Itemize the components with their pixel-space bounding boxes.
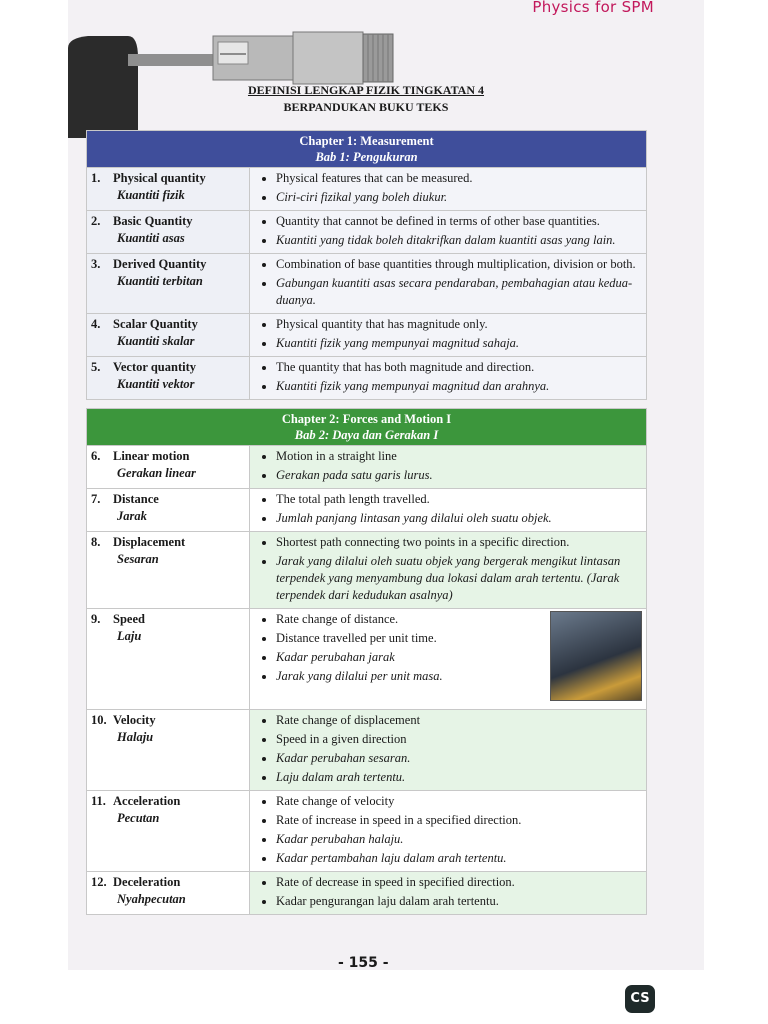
definition-item: • Physical features that can be measured.	[276, 170, 642, 187]
table-row	[87, 489, 647, 532]
term-number: 11.	[91, 794, 106, 808]
cyclist-photo	[550, 611, 642, 701]
term-cell	[87, 357, 250, 400]
term-english: Acceleration	[113, 794, 181, 808]
page-number: - 155 -	[338, 955, 389, 970]
term-cell	[87, 168, 250, 211]
term-english: Scalar Quantity	[113, 317, 198, 331]
table-row	[87, 791, 647, 872]
chapter1-table	[86, 130, 647, 400]
term-english: Velocity	[113, 713, 156, 727]
definition-list	[254, 316, 642, 352]
definition-item: • Rate of decrease in speed in specified direction.	[276, 874, 642, 891]
definition-cell	[250, 357, 647, 400]
term-number: 6.	[91, 449, 101, 463]
definition-item: • Kuantiti fizik yang mempunyai magnitud dan arahnya.	[276, 378, 642, 395]
term-english: Vector quantity	[113, 360, 196, 374]
term-malay: Kuantiti skalar	[117, 334, 195, 348]
chapter2-header	[87, 409, 647, 446]
table-row	[87, 609, 647, 710]
term-malay: Laju	[117, 629, 142, 643]
term-malay: Kuantiti fizik	[117, 188, 185, 202]
definition-item: • Combination of base quantities through multiplication, division or both.	[276, 256, 642, 273]
definition-cell	[250, 446, 647, 489]
chapter2-subtitle: Bab 2: Daya dan Gerakan I	[294, 428, 439, 442]
term-malay: Kuantiti vektor	[117, 377, 195, 391]
term-english: Basic Quantity	[113, 214, 193, 228]
definition-cell	[250, 168, 647, 211]
term-malay: Kuantiti terbitan	[117, 274, 203, 288]
table-row	[87, 254, 647, 314]
title-line-2: BERPANDUKAN BUKU TEKS	[283, 100, 449, 114]
term-english: Displacement	[113, 535, 186, 549]
definition-cell	[250, 710, 647, 791]
definition-list	[254, 793, 642, 867]
term-english: Distance	[113, 492, 159, 506]
term-cell	[87, 532, 250, 609]
term-cell	[87, 791, 250, 872]
definition-cell	[250, 254, 647, 314]
definition-cell	[250, 532, 647, 609]
table-row	[87, 872, 647, 915]
term-malay: Pecutan	[117, 811, 160, 825]
chapter1-subtitle: Bab 1: Pengukuran	[315, 150, 418, 164]
definition-item: • Rate change of velocity	[276, 793, 642, 810]
definition-list	[254, 170, 642, 206]
definition-item: • Shortest path connecting two points in a specific direction.	[276, 534, 642, 551]
definition-item: • Kadar perubahan halaju.	[276, 831, 642, 848]
term-number: 5.	[91, 360, 101, 374]
definition-cell	[250, 489, 647, 532]
term-number: 1.	[91, 171, 101, 185]
camscanner-logo: CS	[625, 985, 655, 1013]
title-line-1: DEFINISI LENGKAP FIZIK TINGKATAN 4	[247, 83, 485, 97]
definition-item: • Kuantiti yang tidak boleh ditakrifkan dalam kuantiti asas yang lain.	[276, 232, 642, 249]
term-malay: Jarak	[117, 509, 147, 523]
term-number: 4.	[91, 317, 101, 331]
chapter1-title: Chapter 1: Measurement	[299, 134, 434, 148]
definition-cell	[250, 314, 647, 357]
term-malay: Kuantiti asas	[117, 231, 185, 245]
term-cell	[87, 609, 250, 710]
term-number: 9.	[91, 612, 101, 626]
definition-item: • Rate change of distance.	[276, 611, 642, 628]
definition-list	[254, 491, 642, 527]
term-english: Derived Quantity	[113, 257, 207, 271]
definition-list	[254, 874, 642, 910]
term-number: 7.	[91, 492, 101, 506]
definition-item: • Kadar perubahan sesaran.	[276, 750, 642, 767]
definition-list	[254, 534, 642, 604]
definition-item: • Jarak yang dilalui oleh suatu objek yang bergerak mengikut lintasan terpendek yang menyambung dua lokasi dalam arah tertentu. (Jarak terpendek dari kedudukan asalnya)	[276, 553, 642, 604]
definition-item: • Quantity that cannot be defined in terms of other base quantities.	[276, 213, 642, 230]
definition-list	[254, 712, 642, 786]
definition-item: • Kadar perubahan jarak	[276, 649, 642, 666]
definition-item: • Rate of increase in speed in a specified direction.	[276, 812, 642, 829]
term-cell	[87, 446, 250, 489]
table-row	[87, 446, 647, 489]
definition-item: • Laju dalam arah tertentu.	[276, 769, 642, 786]
brand-title: Physics for SPM	[532, 0, 654, 16]
term-malay: Halaju	[117, 730, 154, 744]
table-row	[87, 710, 647, 791]
term-number: 2.	[91, 214, 101, 228]
definition-item: • Kuantiti fizik yang mempunyai magnitud sahaja.	[276, 335, 642, 352]
term-english: Deceleration	[113, 875, 181, 889]
definition-list	[254, 256, 642, 309]
definition-item: • The quantity that has both magnitude and direction.	[276, 359, 642, 376]
term-cell	[87, 489, 250, 532]
definition-item: • Physical quantity that has magnitude only.	[276, 316, 642, 333]
definition-item: • Gerakan pada satu garis lurus.	[276, 467, 642, 484]
term-number: 10.	[91, 713, 107, 727]
table-row	[87, 357, 647, 400]
definition-list	[254, 213, 642, 249]
table-row	[87, 532, 647, 609]
term-english: Speed	[113, 612, 145, 626]
term-cell	[87, 710, 250, 791]
definition-list	[254, 359, 642, 395]
definition-item: • The total path length travelled.	[276, 491, 642, 508]
definition-item: • Jumlah panjang lintasan yang dilalui oleh suatu objek.	[276, 510, 642, 527]
document-title	[228, 82, 504, 116]
definition-item: • Jarak yang dilalui per unit masa.	[276, 668, 642, 685]
definition-list	[254, 448, 642, 484]
term-english: Physical quantity	[113, 171, 206, 185]
term-number: 8.	[91, 535, 101, 549]
definition-item: • Speed in a given direction	[276, 731, 642, 748]
definition-item: • Distance travelled per unit time.	[276, 630, 642, 647]
definition-item: • Rate change of displacement	[276, 712, 642, 729]
definition-cell	[250, 791, 647, 872]
term-malay: Gerakan linear	[117, 466, 196, 480]
table-row	[87, 211, 647, 254]
definition-item: • Ciri-ciri fizikal yang boleh diukur.	[276, 189, 642, 206]
term-malay: Nyahpecutan	[117, 892, 186, 906]
definition-cell	[250, 211, 647, 254]
definition-item: • Kadar pengurangan laju dalam arah tertentu.	[276, 893, 642, 910]
term-cell	[87, 314, 250, 357]
chapter2-title: Chapter 2: Forces and Motion I	[281, 412, 452, 426]
term-english: Linear motion	[113, 449, 190, 463]
term-cell	[87, 211, 250, 254]
definition-item: • Gabungan kuantiti asas secara pendaraban, pembahagian atau kedua-duanya.	[276, 275, 642, 309]
term-number: 12.	[91, 875, 107, 889]
table-row	[87, 168, 647, 211]
term-cell	[87, 254, 250, 314]
definition-item: • Kadar pertambahan laju dalam arah tertentu.	[276, 850, 642, 867]
definition-item: • Motion in a straight line	[276, 448, 642, 465]
table-row	[87, 314, 647, 357]
term-number: 3.	[91, 257, 101, 271]
term-cell	[87, 872, 250, 915]
term-malay: Sesaran	[117, 552, 159, 566]
definition-cell	[250, 872, 647, 915]
definition-cell	[250, 609, 647, 710]
chapter2-table	[86, 408, 647, 915]
textbook-page	[68, 0, 704, 970]
chapter1-header	[87, 131, 647, 168]
